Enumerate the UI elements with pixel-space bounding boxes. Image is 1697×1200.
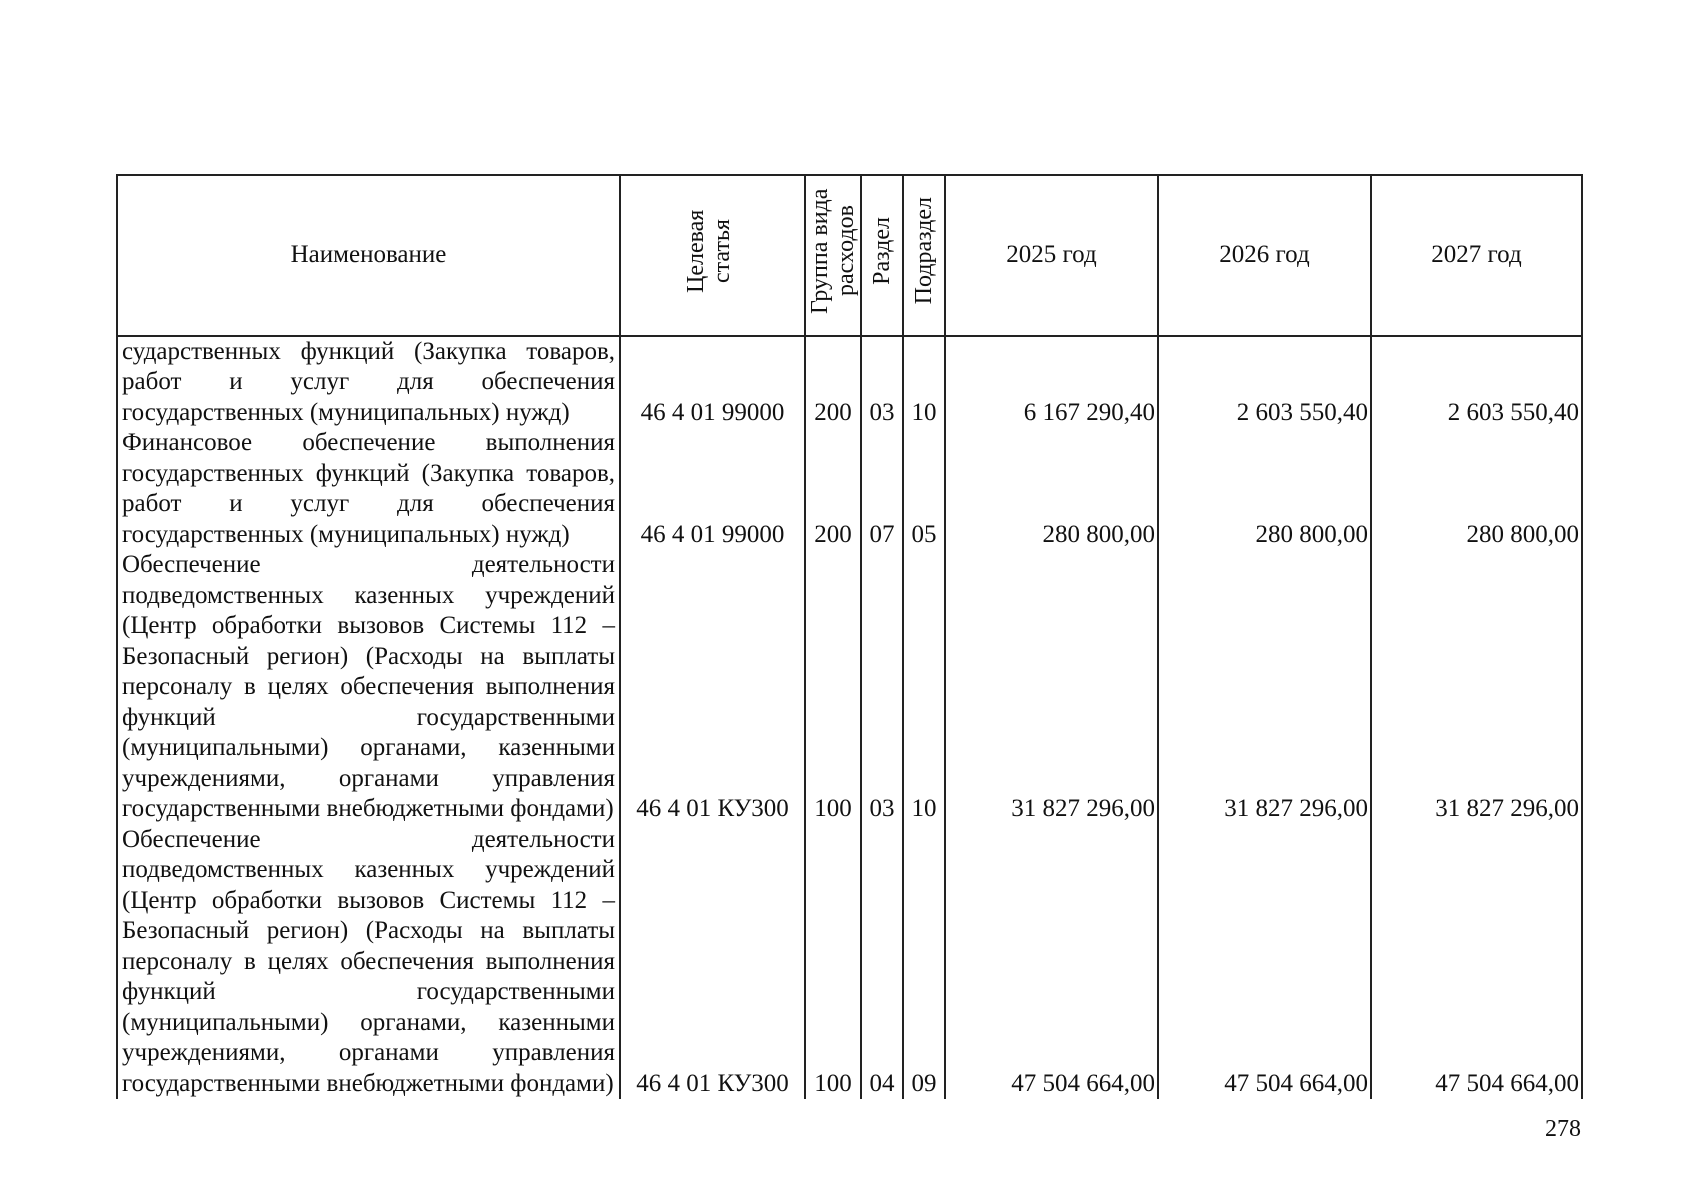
row-2027: 280 800,00 bbox=[1371, 428, 1582, 550]
page-number: 278 bbox=[1545, 1116, 1581, 1142]
row-2026: 2 603 550,40 bbox=[1158, 336, 1371, 429]
row-2025: 47 504 664,00 bbox=[945, 825, 1158, 1100]
budget-table bbox=[116, 174, 1583, 1099]
row-2027: 47 504 664,00 bbox=[1371, 825, 1582, 1100]
row-2025: 280 800,00 bbox=[945, 428, 1158, 550]
row-2027: 2 603 550,40 bbox=[1371, 336, 1582, 429]
header-row bbox=[117, 175, 1582, 336]
header-target-article: Целевая статья bbox=[620, 175, 805, 336]
header-2026: 2026 год bbox=[1158, 175, 1371, 336]
row-2026: 47 504 664,00 bbox=[1158, 825, 1371, 1100]
row-subsection: 09 bbox=[903, 825, 945, 1100]
row-2025: 6 167 290,40 bbox=[945, 336, 1158, 429]
row-name: сударственных функций (Закупка товаров, работ и услуг для обеспечения государственных (муниципальных) нужд) bbox=[117, 336, 620, 429]
row-subsection: 10 bbox=[903, 550, 945, 825]
row-name: Обеспечение деятельности подведомственных казенных учреждений (Центр обработки вызовов Системы 112 – Безопасный регион) (Расходы на выплаты персоналу в целях обеспечения выполнения функций государственными (муниципальными) органами, казенными учреждениями, органами управления государственными внебюджетными фондами) bbox=[117, 550, 620, 825]
row-name: Финансовое обеспечение выполнения государственных функций (Закупка товаров, работ и услуг для обеспечения государственных (муниципальных) нужд) bbox=[117, 428, 620, 550]
row-article: 46 4 01 КУ300 bbox=[620, 550, 805, 825]
row-article: 46 4 01 КУ300 bbox=[620, 825, 805, 1100]
table-row bbox=[117, 428, 1582, 550]
header-2027: 2027 год bbox=[1371, 175, 1582, 336]
header-subsection: Подраздел bbox=[903, 175, 945, 336]
header-group: Группа вида расходов bbox=[805, 175, 861, 336]
row-article: 46 4 01 99000 bbox=[620, 428, 805, 550]
row-2026: 31 827 296,00 bbox=[1158, 550, 1371, 825]
row-subsection: 10 bbox=[903, 336, 945, 429]
table-row bbox=[117, 336, 1582, 429]
header-section: Раздел bbox=[861, 175, 903, 336]
row-name: Обеспечение деятельности подведомственных казенных учреждений (Центр обработки вызовов Системы 112 – Безопасный регион) (Расходы на выплаты персоналу в целях обеспечения выполнения функций государственными (муниципальными) органами, казенными учреждениями, органами управления государственными внебюджетными фондами) bbox=[117, 825, 620, 1100]
row-subsection: 05 bbox=[903, 428, 945, 550]
row-group: 200 bbox=[805, 336, 861, 429]
row-group: 100 bbox=[805, 550, 861, 825]
row-group: 200 bbox=[805, 428, 861, 550]
header-name: Наименование bbox=[117, 175, 620, 336]
row-group: 100 bbox=[805, 825, 861, 1100]
row-article: 46 4 01 99000 bbox=[620, 336, 805, 429]
row-section: 07 bbox=[861, 428, 903, 550]
table-row bbox=[117, 825, 1582, 1100]
row-2026: 280 800,00 bbox=[1158, 428, 1371, 550]
row-2027: 31 827 296,00 bbox=[1371, 550, 1582, 825]
row-section: 03 bbox=[861, 336, 903, 429]
row-section: 03 bbox=[861, 550, 903, 825]
table-row bbox=[117, 550, 1582, 825]
row-section: 04 bbox=[861, 825, 903, 1100]
header-2025: 2025 год bbox=[945, 175, 1158, 336]
row-2025: 31 827 296,00 bbox=[945, 550, 1158, 825]
